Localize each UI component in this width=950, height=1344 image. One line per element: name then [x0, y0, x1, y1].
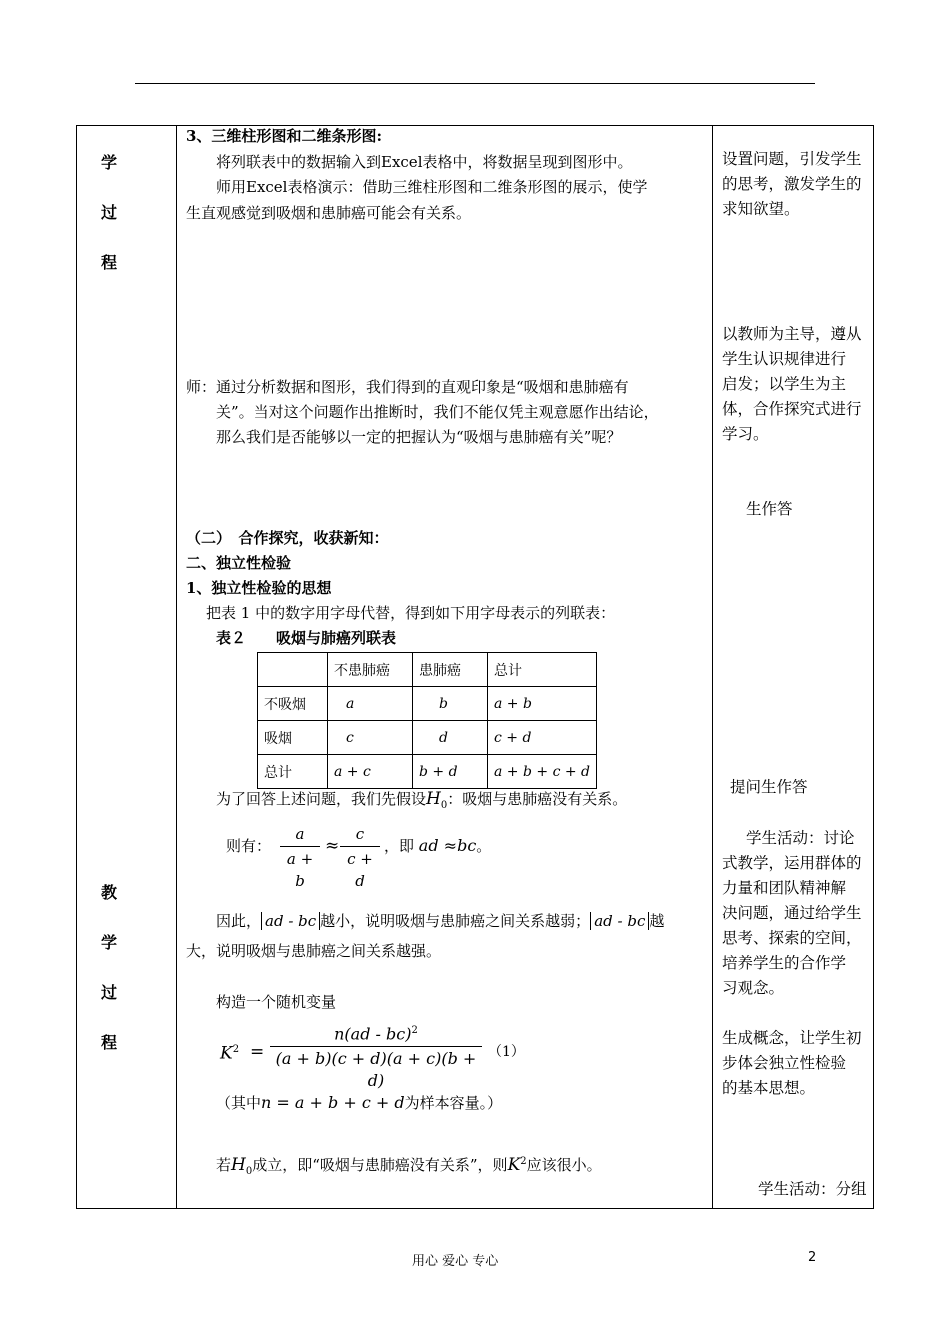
- k-letter: K: [220, 1043, 233, 1064]
- side-line: 学生活动：讨论: [746, 829, 855, 847]
- ie-line: [384, 836, 491, 856]
- teacher-line2: 关”。当对这个问题作出推断时，我们不能仅凭主观意愿作出结论，: [216, 403, 659, 421]
- therefore-line1: [216, 911, 664, 931]
- table-cell: d: [413, 721, 488, 755]
- table-row: [258, 653, 597, 687]
- equals-symbol: =: [250, 1042, 265, 1062]
- side-line: 求知欲望。: [722, 200, 800, 218]
- side-note-7: 学生活动：分组: [758, 1180, 867, 1198]
- independence-idea-title: 1、独立性检验的思想: [186, 579, 332, 597]
- header-rule: [135, 83, 815, 84]
- left-col-char: 学: [100, 153, 117, 172]
- where-line: [216, 1093, 502, 1113]
- table-caption: 表２ 吸烟与肺癌列联表: [216, 629, 397, 647]
- k2-fraction: [270, 1020, 482, 1092]
- side-note-4: 提问生作答: [730, 778, 808, 796]
- h0-subscript: 0: [245, 1166, 253, 1177]
- side-line: 设置问题，引发学生: [722, 150, 862, 168]
- paragraph-demo-line2: 生直观感觉到吸烟和患肺癌可能会有关系。: [186, 204, 472, 222]
- side-line: 习观念。: [722, 979, 785, 997]
- side-line: 以教师为主导，遵从: [722, 325, 862, 343]
- page-number: 2: [808, 1250, 817, 1265]
- fraction-denominator: c + d: [347, 850, 373, 890]
- side-note-3: 生作答: [746, 500, 793, 518]
- therefore-pre: 因此，: [216, 912, 262, 930]
- hypothesis-line: [216, 789, 627, 816]
- h0-symbol: H: [231, 1155, 246, 1175]
- part-2-title: （二） 合作探究，收获新知：: [186, 529, 389, 547]
- table-cell: a + b: [488, 687, 597, 721]
- table-cell: a + b + c + d: [488, 755, 597, 789]
- side-line: 力量和团队精神解: [722, 879, 847, 897]
- table-cell: 总计: [258, 755, 328, 789]
- column-divider-left: [176, 125, 177, 1209]
- left-col-char: 程: [100, 253, 117, 272]
- side-note-5: [722, 826, 862, 1001]
- table-cell: [258, 653, 328, 687]
- table-cell: c + d: [488, 721, 597, 755]
- side-line: 的思考，激发学生的: [722, 175, 862, 193]
- teacher-line3: 那么我们是否能够以一定的把握认为“吸烟与患肺癌有关”呢？: [216, 428, 622, 446]
- where-expr: n = a + b + c + d: [261, 1093, 405, 1112]
- ad-approx-bc: ad ≈bc: [418, 836, 477, 855]
- left-col-char: 学: [100, 933, 117, 952]
- side-line: 生成概念，让学生初: [722, 1029, 862, 1047]
- fraction-bar: [340, 846, 380, 847]
- teacher-line1: 师：通过分析数据和图形，我们得到的直观印象是“吸烟和患肺癌有: [186, 378, 629, 396]
- if-post: 应该很小。: [526, 1156, 602, 1174]
- equation-label: （1）: [488, 1044, 525, 1060]
- table-cell: b + d: [413, 755, 488, 789]
- larger-text: 越: [649, 912, 665, 930]
- smaller-text: 越小，说明吸烟与患肺癌之间关系越弱；: [320, 912, 591, 930]
- side-note-1: [722, 147, 862, 222]
- construct-variable: 构造一个随机变量: [216, 993, 337, 1011]
- k-superscript: 2: [232, 1044, 240, 1055]
- table-cell: b: [413, 687, 488, 721]
- fraction-numerator: a: [295, 825, 305, 843]
- side-line: 学习。: [722, 425, 769, 443]
- side-line: 式教学，运用群体的: [722, 854, 862, 872]
- k2-denominator: (a + b)(c + d)(a + c)(b + d): [275, 1049, 477, 1091]
- h0-subscript: 0: [440, 800, 448, 811]
- where-pre: （其中: [216, 1094, 262, 1112]
- fraction-a-over-a-plus-b: [280, 823, 320, 892]
- paragraph-demo-line1: 师用Excel表格演示：借助三维柱形图和二维条形图的展示，使学: [216, 178, 648, 196]
- side-line: 思考、探索的空间，: [722, 929, 862, 947]
- k2-symbol: [220, 1040, 239, 1064]
- table-row: [258, 721, 597, 755]
- h0-symbol: H: [426, 789, 441, 809]
- table-cell: a: [328, 687, 413, 721]
- left-col-char: 教: [100, 883, 117, 902]
- left-col-char: 过: [100, 203, 117, 222]
- k2-numerator-exponent: 2: [411, 1025, 418, 1036]
- table-cell: a + c: [328, 755, 413, 789]
- table-cell: 不吸烟: [258, 687, 328, 721]
- side-line: 的基本思想。: [722, 1079, 816, 1097]
- contingency-table: [257, 652, 597, 789]
- table-cell: 吸烟: [258, 721, 328, 755]
- k-superscript: 2: [520, 1156, 527, 1167]
- column-divider-right: [712, 125, 713, 1209]
- fraction-numerator: c: [355, 825, 365, 843]
- approx-symbol: ≈: [325, 836, 340, 856]
- table-cell: 不患肺癌: [328, 653, 413, 687]
- left-col-char: 程: [100, 1033, 117, 1052]
- period: 。: [476, 837, 492, 855]
- side-line: 启发；以学生为主: [722, 375, 847, 393]
- table-row: [258, 687, 597, 721]
- hypothesis-post: ：吸烟与患肺癌没有关系。: [447, 790, 628, 808]
- fraction-bar: [270, 1046, 482, 1047]
- table-cell: 总计: [488, 653, 597, 687]
- ie-text: ，即: [384, 837, 415, 855]
- if-mid: 成立，即“吸烟与患肺癌没有关系”，则: [252, 1156, 508, 1174]
- side-note-6: [722, 1026, 862, 1101]
- if-h0-line: [216, 1152, 602, 1182]
- side-note-2: [722, 322, 862, 447]
- abs-ad-minus-bc: ad - bc: [590, 912, 649, 930]
- k2-numerator-text: n(ad - bc): [334, 1024, 412, 1044]
- left-col-char: 过: [100, 983, 117, 1002]
- side-line: 培养学生的合作学: [722, 954, 847, 972]
- side-line: 决问题，通过给学生: [722, 904, 862, 922]
- section-3-title: 3、三维柱形图和二维条形图:: [186, 127, 382, 145]
- abs-ad-minus-bc: ad - bc: [261, 912, 320, 930]
- therefore-line2: 大，说明吸烟与患肺癌之间关系越强。: [186, 942, 442, 960]
- k2-numerator: [270, 1020, 482, 1045]
- fraction-c-over-c-plus-d: [340, 823, 380, 892]
- paragraph-excel: 将列联表中的数据输入到Excel表格中，将数据呈现到图形中。: [216, 153, 633, 171]
- table-cell: c: [328, 721, 413, 755]
- independence-test-title: 二、独立性检验: [186, 554, 292, 572]
- if-pre: 若: [216, 1156, 232, 1174]
- side-line: 学生认识规律进行: [722, 350, 847, 368]
- replace-letters-text: 把表 1 中的数字用字母代替，得到如下用字母表示的列联表：: [206, 604, 616, 622]
- then-have-label: 则有：: [226, 837, 272, 855]
- side-line: 体，合作探究式进行: [722, 400, 862, 418]
- fraction-bar: [280, 846, 320, 847]
- k-letter: K: [507, 1155, 521, 1175]
- footer-motto: 用心 爱心 专心: [412, 1254, 499, 1269]
- table-row: [258, 755, 597, 789]
- table-cell: 患肺癌: [413, 653, 488, 687]
- side-line: 步体会独立性检验: [722, 1054, 847, 1072]
- hypothesis-pre: 为了回答上述问题，我们先假设: [216, 790, 427, 808]
- fraction-denominator: a + b: [286, 850, 314, 890]
- where-post: 为样本容量。）: [404, 1094, 503, 1112]
